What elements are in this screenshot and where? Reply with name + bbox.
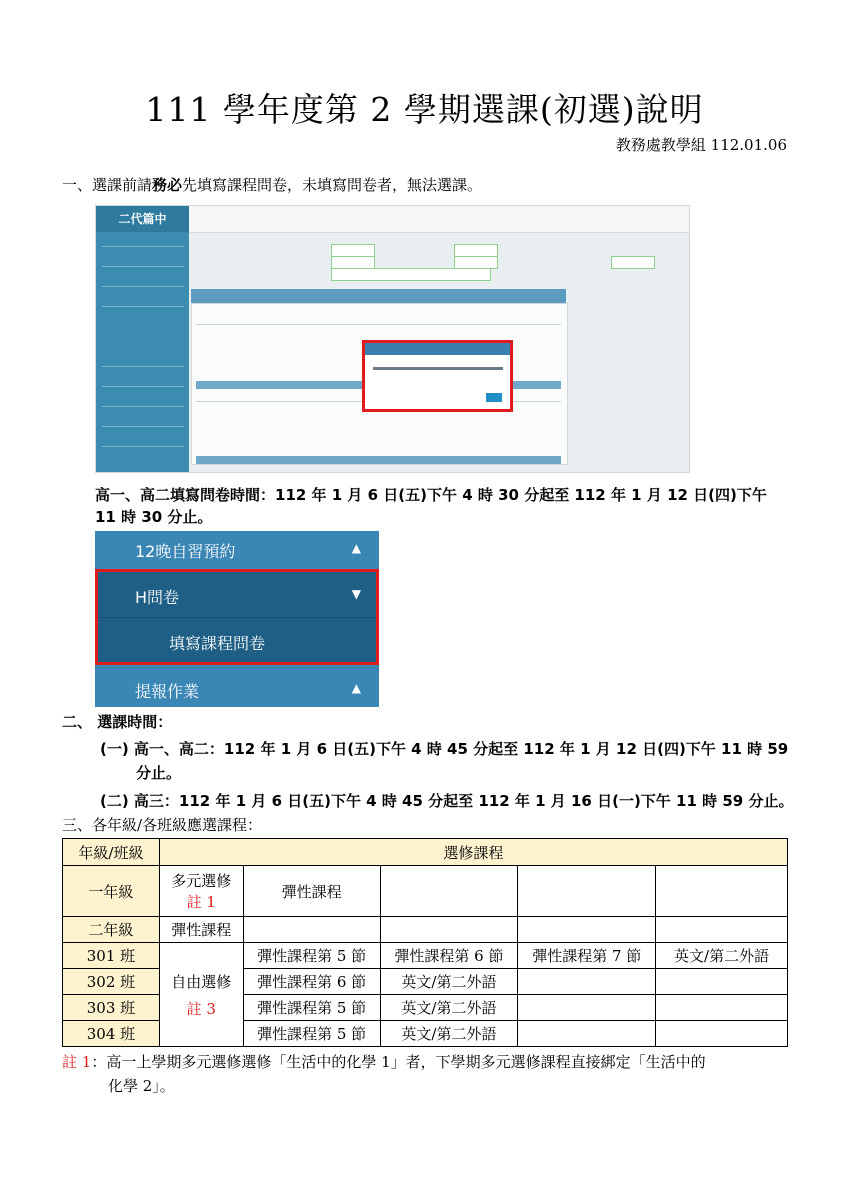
course-cell: 彈性課程 [159,917,243,943]
note-1 [62,1050,788,1098]
menu-item-label: 填寫課程問卷 [169,634,266,653]
sidebar-divider [102,406,184,407]
screenshot-logo: 二代篇中 [96,206,189,232]
free-elective-cell [159,943,243,1047]
note-1-line-2: 化學 2」。 [108,1077,175,1095]
screenshot-row-line [196,324,561,325]
screenshot-topbar [189,206,689,233]
course-note: 註 1 [186,893,216,911]
sidebar-divider [102,286,184,287]
dialog-header [365,343,510,355]
table-header-row [63,839,788,866]
sidebar-divider [102,446,184,447]
empty-cell [380,866,518,917]
course-cell [159,866,243,917]
course-cell: 彈性課程第 6 節 [243,969,380,995]
header-grade: 年級/班級 [63,839,160,866]
menu-item-reporting [95,679,379,707]
sidebar-divider [102,426,184,427]
empty-cell [518,969,656,995]
section-2-item-1-line-2: 分止。 [136,764,182,782]
empty-cell [518,866,656,917]
class-cell: 302 班 [63,969,160,995]
section-2-heading: 二、 選課時間： [62,713,173,731]
table-row [63,917,788,943]
sidebar-divider [102,386,184,387]
empty-cell [518,1021,656,1047]
chevron-down-icon: ▼ [351,587,361,601]
questionnaire-time-line-1: 高一、高二填寫問卷時間：112 年 1 月 6 日(五)下午 4 時 30 分起至 112 年 1 月 12 日(四)下午 [95,486,767,504]
screenshot-field [331,268,491,281]
section-3-heading: 三、各年級/各班級應選課程： [62,816,263,834]
class-cell: 304 班 [63,1021,160,1047]
grade-cell: 二年級 [63,917,160,943]
section-1-emphasis: 務必 [152,176,183,194]
menu-item-label: H問卷 [135,588,180,607]
chevron-up-icon: ▲ [351,541,361,555]
sidebar-divider [102,266,184,267]
empty-cell [656,1021,788,1047]
course-table [62,838,788,1047]
sidebar-divider [102,366,184,367]
course-cell: 彈性課程第 7 節 [518,943,656,969]
sidebar-divider [102,246,184,247]
screenshot-tabbar [191,289,566,303]
highlight-box [95,569,379,665]
course-cell: 彈性課程第 5 節 [243,995,380,1021]
menu-item-evening-study [95,539,379,567]
menu-item-label: 12晚自習預約 [135,542,236,561]
class-cell: 303 班 [63,995,160,1021]
empty-cell [656,995,788,1021]
course-cell: 彈性課程 [243,866,380,917]
empty-cell [243,917,380,943]
page-title: 111 學年度第 2 學期選課(初選)說明 [145,90,704,129]
empty-cell [656,866,788,917]
section-1 [62,174,482,196]
course-cell: 彈性課程第 6 節 [380,943,518,969]
empty-cell [656,969,788,995]
section-1-prefix: 一、選課前請 [62,176,153,194]
section-2-item-2: (二) 高三：112 年 1 月 6 日(五)下午 4 時 45 分起至 112 年 1 月 16 日(一)下午 11 時 59 分止。 [100,792,794,810]
class-cell: 301 班 [63,943,160,969]
course-cell: 英文/第二外語 [380,1021,518,1047]
screenshot-table-header [196,456,561,464]
questionnaire-time-line-2: 11 時 30 分止。 [95,508,213,526]
empty-cell [518,995,656,1021]
course-cell: 彈性課程第 5 節 [243,943,380,969]
table-row [63,943,788,969]
note-1-label: 註 1 [62,1053,92,1071]
empty-cell [656,917,788,943]
empty-cell [380,917,518,943]
course-cell: 彈性課程第 5 節 [243,1021,380,1047]
sidebar-divider [102,306,184,307]
screenshot-field [611,256,655,269]
grade-cell: 一年級 [63,866,160,917]
screenshot-alert-dialog [362,340,513,412]
empty-cell [518,917,656,943]
dialog-confirm-button [486,393,502,402]
menu-item-label: 提報作業 [135,682,200,701]
course-cell: 英文/第二外語 [380,969,518,995]
course-cell: 英文/第二外語 [656,943,788,969]
course-name: 多元選修 [171,872,232,890]
table-row [63,866,788,917]
screenshot-course-selection-alert [95,205,690,473]
chevron-up-icon: ▲ [351,681,361,695]
section-1-suffix: 先填寫課程問卷，未填寫問卷者，無法選課。 [182,176,483,194]
section-2-item-1-line-1: (一) 高一、高二：112 年 1 月 6 日(五)下午 4 時 45 分起至 112 年 1 月 12 日(四)下午 11 時 59 [100,740,789,758]
course-cell: 英文/第二外語 [380,995,518,1021]
note-1-text: ：高一上學期多元選修選修「生活中的化學 1」者，下學期多元選修課程直接綁定「生活中的 [91,1053,706,1071]
document-issuer-date: 教務處教學組 112.01.06 [615,136,787,154]
course-note: 註 3 [186,999,216,1018]
dialog-message [373,367,503,370]
course-name: 自由選修 [171,972,232,991]
header-courses: 選修課程 [159,839,787,866]
screenshot-menu [95,531,379,707]
note-1-line-1 [62,1050,788,1074]
